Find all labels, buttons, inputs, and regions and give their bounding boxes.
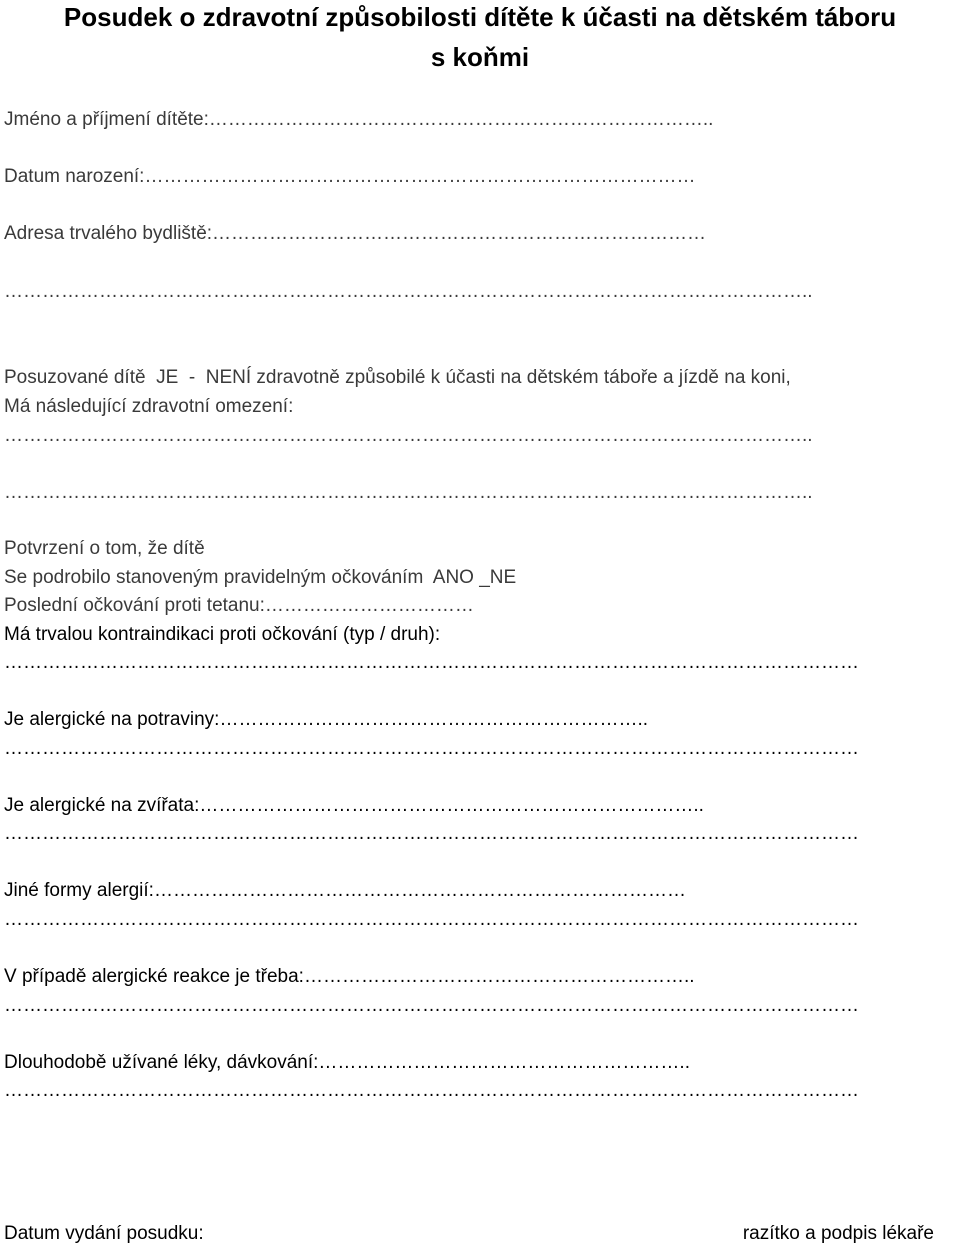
birth-date-field: Datum narození:…………………………………………………………………………… (4, 166, 696, 187)
allergy-reaction-field: V případě alergické reakce je třeba:…………………………………………………….. (4, 966, 695, 987)
contraindication-line: ……………………………………………………………………………………………………………………… (4, 652, 859, 673)
allergy-reaction-line: ……………………………………………………………………………………………………………………… (4, 995, 859, 1016)
address-field: Adresa trvalého bydliště:…………………………………………………………………… (4, 223, 707, 244)
vaccination-confirm-heading: Potvrzení o tom, že dítě (4, 538, 205, 559)
animal-allergy-line: ……………………………………………………………………………………………………………………… (4, 823, 859, 844)
animal-allergy-field: Je alergické na zvířata:…………………………………………………………………….. (4, 795, 704, 816)
other-allergy-line: ……………………………………………………………………………………………………………………… (4, 909, 859, 930)
other-allergy-field: Jiné formy alergií:………………………………………………………………………… (4, 880, 686, 901)
document-title-line2: s koňmi (430, 42, 530, 72)
tetanus-vaccination-field: Poslední očkování proti tetanu:…………………………… (4, 595, 474, 616)
food-allergy-field: Je alergické na potraviny:………………………………………………………….. (4, 709, 649, 730)
issue-date-label: Datum vydání posudku: (4, 1223, 204, 1244)
restrictions-line-2: ……………………………………………………………………………………………………………….. (4, 482, 813, 503)
address-continuation-line: ……………………………………………………………………………………………………………….. (4, 281, 813, 302)
food-allergy-line: ……………………………………………………………………………………………………………………… (4, 738, 859, 759)
child-name-field: Jméno a příjmení dítěte:…………………………………………………………………….. (4, 109, 714, 130)
fitness-statement: Posuzované dítě JE - NENÍ zdravotně způsobilé k účasti na dětském táboře a jízdě na koni, (4, 367, 791, 388)
medication-line: ……………………………………………………………………………………………………………………… (4, 1080, 859, 1101)
restrictions-label: Má následující zdravotní omezení: (4, 396, 294, 417)
document-title-line1: Posudek o zdravotní způsobilosti dítěte k účasti na dětském táboru (63, 2, 897, 32)
restrictions-line-1: ……………………………………………………………………………………………………………….. (4, 425, 813, 446)
contraindication-field: Má trvalou kontraindikaci proti očkování (typ / druh): (4, 624, 441, 645)
medication-field: Dlouhodobě užívané léky, dávkování:………………………………………………….. (4, 1052, 690, 1073)
doctor-stamp-signature-label: razítko a podpis lékaře (742, 1223, 934, 1244)
regular-vaccination-field: Se podrobilo stanoveným pravidelným očkováním ANO _NE (4, 567, 517, 588)
